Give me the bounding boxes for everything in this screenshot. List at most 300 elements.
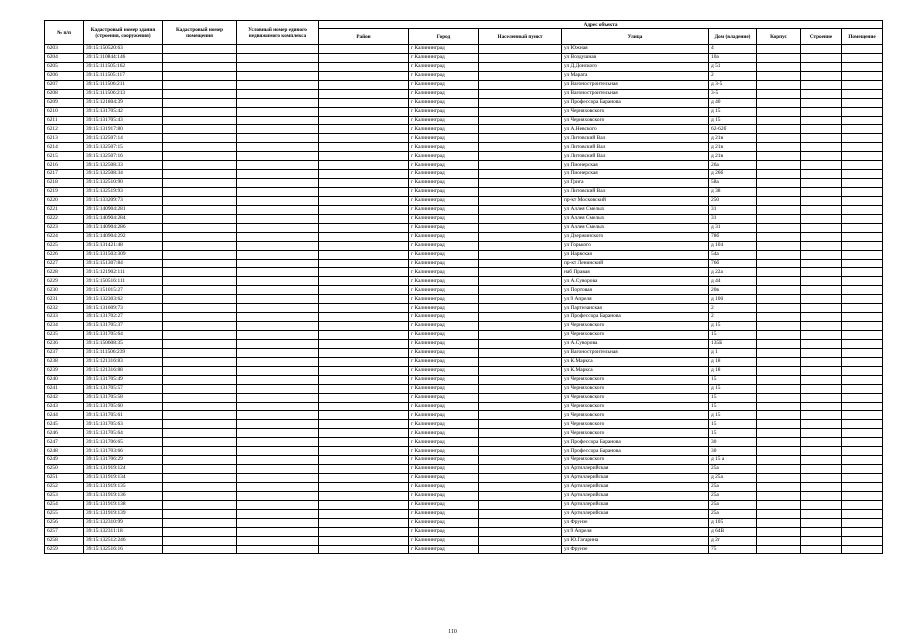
cell-city: г Калининград bbox=[409, 134, 479, 143]
cell-cadastral-room bbox=[163, 62, 237, 71]
cell-district bbox=[319, 465, 409, 474]
cell-korpus bbox=[757, 134, 801, 143]
cell-settlement bbox=[479, 80, 562, 89]
table-row bbox=[45, 71, 883, 80]
cell-cadastral-room bbox=[163, 152, 237, 161]
cell-korpus bbox=[757, 196, 801, 205]
cell-house: 78б bbox=[709, 232, 757, 241]
cell-house: д 15 bbox=[709, 116, 757, 125]
cell-cadastral-room bbox=[163, 313, 237, 322]
cell-district bbox=[319, 536, 409, 545]
cell-city: г Калининград bbox=[409, 465, 479, 474]
cell-city: г Калининград bbox=[409, 304, 479, 313]
cell-cadastral-building: 39:15:131705:63 bbox=[84, 420, 163, 429]
cell-house: 15 bbox=[709, 331, 757, 340]
cell-conditional-number bbox=[237, 241, 319, 250]
cell-district bbox=[319, 429, 409, 438]
cell-cadastral-building: 39:15:132508:33 bbox=[84, 161, 163, 170]
cell-settlement bbox=[479, 53, 562, 62]
table-row bbox=[45, 116, 883, 125]
cell-num: 6259 bbox=[45, 545, 84, 554]
cell-korpus bbox=[757, 116, 801, 125]
cell-city: г Калининград bbox=[409, 348, 479, 357]
cell-num: 6252 bbox=[45, 482, 84, 491]
cell-num: 6246 bbox=[45, 429, 84, 438]
header-korpus: Корпус bbox=[757, 29, 801, 45]
cell-city: г Калининград bbox=[409, 482, 479, 491]
cell-cadastral-room bbox=[163, 465, 237, 474]
cell-cadastral-room bbox=[163, 45, 237, 54]
cell-house: д 15 bbox=[709, 107, 757, 116]
cell-settlement bbox=[479, 366, 562, 375]
cell-city: г Калининград bbox=[409, 152, 479, 161]
table-row bbox=[45, 286, 883, 295]
cell-settlement bbox=[479, 375, 562, 384]
cell-cadastral-building: 39:15:131609:73 bbox=[84, 304, 163, 313]
cell-conditional-number bbox=[237, 71, 319, 80]
cell-num: 6227 bbox=[45, 259, 84, 268]
cell-district bbox=[319, 491, 409, 500]
cell-cadastral-room bbox=[163, 509, 237, 518]
cell-house: д 64В bbox=[709, 527, 757, 536]
cell-cadastral-room bbox=[163, 366, 237, 375]
cell-conditional-number bbox=[237, 348, 319, 357]
cell-cadastral-building: 39:15:111506:213 bbox=[84, 89, 163, 98]
cell-city: г Калининград bbox=[409, 205, 479, 214]
cell-conditional-number bbox=[237, 491, 319, 500]
cell-korpus bbox=[757, 465, 801, 474]
table-row bbox=[45, 500, 883, 509]
cell-room bbox=[842, 339, 883, 348]
cell-street: ул Профессора Баранова bbox=[562, 313, 709, 322]
cell-num: 6256 bbox=[45, 518, 84, 527]
cell-cadastral-building: 39:15:131919:134 bbox=[84, 474, 163, 483]
cell-cadastral-room bbox=[163, 107, 237, 116]
cell-building bbox=[801, 339, 842, 348]
cell-street: ул Южная bbox=[562, 45, 709, 54]
table-row bbox=[45, 161, 883, 170]
cell-city: г Калининград bbox=[409, 456, 479, 465]
cell-building bbox=[801, 509, 842, 518]
cell-cadastral-building: 39:15:131705:43 bbox=[84, 116, 163, 125]
cell-building bbox=[801, 286, 842, 295]
cell-city: г Калининград bbox=[409, 411, 479, 420]
cell-street: ул Черняховского bbox=[562, 116, 709, 125]
table-row bbox=[45, 143, 883, 152]
cell-house: д 26б bbox=[709, 170, 757, 179]
cell-building bbox=[801, 277, 842, 286]
cell-settlement bbox=[479, 214, 562, 223]
cell-building bbox=[801, 420, 842, 429]
cell-cadastral-building: 39:15:132507:15 bbox=[84, 143, 163, 152]
cell-num: 6254 bbox=[45, 500, 84, 509]
cell-street: ул Аллея Смелых bbox=[562, 223, 709, 232]
cell-building bbox=[801, 357, 842, 366]
cell-num: 6234 bbox=[45, 322, 84, 331]
cell-district bbox=[319, 223, 409, 232]
cell-settlement bbox=[479, 518, 562, 527]
cell-house: д 15 bbox=[709, 384, 757, 393]
cell-cadastral-room bbox=[163, 232, 237, 241]
cell-building bbox=[801, 348, 842, 357]
cell-street: ул Вагоностроительная bbox=[562, 80, 709, 89]
cell-num: 6248 bbox=[45, 447, 84, 456]
cell-city: г Калининград bbox=[409, 45, 479, 54]
cell-cadastral-room bbox=[163, 375, 237, 384]
cell-cadastral-room bbox=[163, 518, 237, 527]
cell-building bbox=[801, 241, 842, 250]
table-row bbox=[45, 214, 883, 223]
cell-num: 6220 bbox=[45, 196, 84, 205]
cell-cadastral-building: 39:15:133209:73 bbox=[84, 196, 163, 205]
table-body bbox=[45, 45, 883, 554]
cell-house: д 31 bbox=[709, 223, 757, 232]
cell-room bbox=[842, 545, 883, 554]
cell-district bbox=[319, 161, 409, 170]
cell-district bbox=[319, 45, 409, 54]
cell-room bbox=[842, 277, 883, 286]
cell-district bbox=[319, 196, 409, 205]
cell-num: 6210 bbox=[45, 107, 84, 116]
cell-street: ул Литовский Вал bbox=[562, 143, 709, 152]
cell-house: 20в bbox=[709, 286, 757, 295]
cell-city: г Калининград bbox=[409, 223, 479, 232]
cell-num: 6237 bbox=[45, 348, 84, 357]
cell-building bbox=[801, 143, 842, 152]
cell-conditional-number bbox=[237, 393, 319, 402]
cell-num: 6232 bbox=[45, 304, 84, 313]
cell-cadastral-room bbox=[163, 268, 237, 277]
cell-num: 6219 bbox=[45, 188, 84, 197]
cell-settlement bbox=[479, 357, 562, 366]
cell-cadastral-building: 39:15:150516:111 bbox=[84, 277, 163, 286]
cell-settlement bbox=[479, 232, 562, 241]
cell-cadastral-room bbox=[163, 134, 237, 143]
table-row bbox=[45, 268, 883, 277]
cell-num: 6229 bbox=[45, 277, 84, 286]
table-row bbox=[45, 393, 883, 402]
cell-city: г Калининград bbox=[409, 125, 479, 134]
cell-building bbox=[801, 80, 842, 89]
cell-city: г Калининград bbox=[409, 491, 479, 500]
cell-building bbox=[801, 545, 842, 554]
cell-city: г Калининград bbox=[409, 339, 479, 348]
cell-korpus bbox=[757, 80, 801, 89]
cell-room bbox=[842, 518, 883, 527]
cell-settlement bbox=[479, 170, 562, 179]
cell-cadastral-building: 39:15:121316:88 bbox=[84, 366, 163, 375]
cell-street: ул Артиллерийская bbox=[562, 509, 709, 518]
cell-street: ул Черняховского bbox=[562, 411, 709, 420]
cell-room bbox=[842, 393, 883, 402]
cell-cadastral-room bbox=[163, 339, 237, 348]
cell-cadastral-building: 39:15:131919:135 bbox=[84, 482, 163, 491]
cell-house: д 15 bbox=[709, 411, 757, 420]
cell-cadastral-building: 39:15:132310:99 bbox=[84, 518, 163, 527]
cell-district bbox=[319, 71, 409, 80]
cell-settlement bbox=[479, 429, 562, 438]
cell-cadastral-building: 39:15:150608:35 bbox=[84, 339, 163, 348]
cell-num: 6231 bbox=[45, 295, 84, 304]
cell-cadastral-building: 39:15:132519:93 bbox=[84, 188, 163, 197]
cell-building bbox=[801, 402, 842, 411]
cell-district bbox=[319, 313, 409, 322]
cell-settlement bbox=[479, 268, 562, 277]
cell-building bbox=[801, 250, 842, 259]
table-row bbox=[45, 277, 883, 286]
cell-korpus bbox=[757, 393, 801, 402]
cell-city: г Калининград bbox=[409, 375, 479, 384]
cell-num: 6213 bbox=[45, 134, 84, 143]
cell-city: г Калининград bbox=[409, 107, 479, 116]
cell-conditional-number bbox=[237, 232, 319, 241]
cell-cadastral-room bbox=[163, 456, 237, 465]
cell-conditional-number bbox=[237, 170, 319, 179]
cell-building bbox=[801, 384, 842, 393]
table-row bbox=[45, 188, 883, 197]
cell-cadastral-building: 39:15:131702:27 bbox=[84, 313, 163, 322]
cell-room bbox=[842, 161, 883, 170]
cell-building bbox=[801, 223, 842, 232]
cell-building bbox=[801, 214, 842, 223]
cell-district bbox=[319, 286, 409, 295]
table-row bbox=[45, 80, 883, 89]
cell-house: д 3-5 bbox=[709, 80, 757, 89]
cell-building bbox=[801, 411, 842, 420]
cell-building bbox=[801, 322, 842, 331]
cell-district bbox=[319, 143, 409, 152]
cell-building bbox=[801, 366, 842, 375]
cell-district bbox=[319, 205, 409, 214]
header-num: № п/п bbox=[45, 21, 84, 45]
cell-num: 6238 bbox=[45, 357, 84, 366]
cell-street: пр-кт Ленинский bbox=[562, 259, 709, 268]
cell-street: ул Черняховского bbox=[562, 393, 709, 402]
cell-conditional-number bbox=[237, 295, 319, 304]
cell-settlement bbox=[479, 447, 562, 456]
cell-cadastral-room bbox=[163, 250, 237, 259]
cell-korpus bbox=[757, 348, 801, 357]
cell-settlement bbox=[479, 196, 562, 205]
table-row bbox=[45, 170, 883, 179]
cell-num: 6251 bbox=[45, 474, 84, 483]
cell-street: ул Фрунзе bbox=[562, 545, 709, 554]
cell-settlement bbox=[479, 152, 562, 161]
cell-num: 6214 bbox=[45, 143, 84, 152]
table-row bbox=[45, 313, 883, 322]
cell-settlement bbox=[479, 286, 562, 295]
cell-cadastral-room bbox=[163, 420, 237, 429]
cell-cadastral-building: 39:15:110844:146 bbox=[84, 53, 163, 62]
cell-cadastral-room bbox=[163, 474, 237, 483]
cell-num: 6239 bbox=[45, 366, 84, 375]
cell-district bbox=[319, 53, 409, 62]
cell-cadastral-room bbox=[163, 241, 237, 250]
cell-city: г Калининград bbox=[409, 545, 479, 554]
cell-house: 30 bbox=[709, 438, 757, 447]
cell-city: г Калининград bbox=[409, 518, 479, 527]
cell-district bbox=[319, 411, 409, 420]
cell-cadastral-room bbox=[163, 80, 237, 89]
cell-korpus bbox=[757, 402, 801, 411]
table-row bbox=[45, 98, 883, 107]
cell-num: 6217 bbox=[45, 170, 84, 179]
cell-cadastral-building: 39:15:131421:48 bbox=[84, 241, 163, 250]
cell-room bbox=[842, 375, 883, 384]
cell-korpus bbox=[757, 474, 801, 483]
table-row bbox=[45, 420, 883, 429]
cell-settlement bbox=[479, 491, 562, 500]
cell-building bbox=[801, 98, 842, 107]
cell-room bbox=[842, 474, 883, 483]
cell-district bbox=[319, 357, 409, 366]
cell-street: ул К.Маркса bbox=[562, 357, 709, 366]
cell-cadastral-room bbox=[163, 143, 237, 152]
cell-cadastral-room bbox=[163, 304, 237, 313]
cell-cadastral-room bbox=[163, 214, 237, 223]
cell-district bbox=[319, 384, 409, 393]
header-room: Помещение bbox=[842, 29, 883, 45]
cell-city: г Калининград bbox=[409, 393, 479, 402]
cell-city: г Калининград bbox=[409, 232, 479, 241]
cell-city: г Калининград bbox=[409, 62, 479, 71]
cell-district bbox=[319, 545, 409, 554]
table-row bbox=[45, 474, 883, 483]
cell-room bbox=[842, 196, 883, 205]
cell-room bbox=[842, 420, 883, 429]
cell-street: ул Портовая bbox=[562, 286, 709, 295]
cell-room bbox=[842, 250, 883, 259]
cell-settlement bbox=[479, 411, 562, 420]
cell-room bbox=[842, 509, 883, 518]
cell-num: 6255 bbox=[45, 509, 84, 518]
cell-conditional-number bbox=[237, 313, 319, 322]
cell-building bbox=[801, 518, 842, 527]
cell-korpus bbox=[757, 205, 801, 214]
cell-cadastral-room bbox=[163, 170, 237, 179]
cell-cadastral-room bbox=[163, 402, 237, 411]
cell-city: г Калининград bbox=[409, 259, 479, 268]
cell-conditional-number bbox=[237, 339, 319, 348]
cell-house: 76б bbox=[709, 259, 757, 268]
cell-cadastral-building: 39:15:151015:27 bbox=[84, 286, 163, 295]
cell-num: 6222 bbox=[45, 214, 84, 223]
cell-conditional-number bbox=[237, 188, 319, 197]
table-row bbox=[45, 536, 883, 545]
cell-room bbox=[842, 429, 883, 438]
cell-city: г Калининград bbox=[409, 250, 479, 259]
cell-house: 2 bbox=[709, 71, 757, 80]
cell-conditional-number bbox=[237, 429, 319, 438]
header-house: Дом (владение) bbox=[709, 29, 757, 45]
cell-settlement bbox=[479, 188, 562, 197]
cell-cadastral-building: 39:15:131706:65 bbox=[84, 438, 163, 447]
cell-room bbox=[842, 134, 883, 143]
cell-district bbox=[319, 188, 409, 197]
cell-district bbox=[319, 456, 409, 465]
cell-building bbox=[801, 179, 842, 188]
cell-street: ул Профессора Баранова bbox=[562, 438, 709, 447]
cell-korpus bbox=[757, 295, 801, 304]
cell-settlement bbox=[479, 62, 562, 71]
cell-conditional-number bbox=[237, 250, 319, 259]
cell-room bbox=[842, 116, 883, 125]
cell-district bbox=[319, 402, 409, 411]
table-row bbox=[45, 223, 883, 232]
cell-korpus bbox=[757, 188, 801, 197]
cell-conditional-number bbox=[237, 474, 319, 483]
cell-house: 10а bbox=[709, 53, 757, 62]
cell-cadastral-room bbox=[163, 277, 237, 286]
cell-district bbox=[319, 420, 409, 429]
cell-district bbox=[319, 474, 409, 483]
cell-city: г Калининград bbox=[409, 53, 479, 62]
cell-cadastral-room bbox=[163, 295, 237, 304]
header-conditional-number: Условный номер единого недвижимого комплекса bbox=[237, 21, 319, 45]
cell-building bbox=[801, 295, 842, 304]
cell-district bbox=[319, 295, 409, 304]
cell-house: д 104 bbox=[709, 241, 757, 250]
cell-district bbox=[319, 107, 409, 116]
cell-settlement bbox=[479, 420, 562, 429]
cell-conditional-number bbox=[237, 62, 319, 71]
cell-house: 3-5 bbox=[709, 89, 757, 98]
cell-cadastral-room bbox=[163, 348, 237, 357]
cell-street: ул Профессора Баранова bbox=[562, 98, 709, 107]
cell-district bbox=[319, 348, 409, 357]
cell-city: г Калининград bbox=[409, 331, 479, 340]
cell-num: 6218 bbox=[45, 179, 84, 188]
header-street: Улица bbox=[562, 29, 709, 45]
cell-korpus bbox=[757, 518, 801, 527]
table-row bbox=[45, 366, 883, 375]
cell-room bbox=[842, 143, 883, 152]
cell-korpus bbox=[757, 232, 801, 241]
cell-conditional-number bbox=[237, 456, 319, 465]
table-row bbox=[45, 125, 883, 134]
cell-house: д 100 bbox=[709, 295, 757, 304]
cell-city: г Калининград bbox=[409, 322, 479, 331]
cell-street: ул Литовский Вал bbox=[562, 134, 709, 143]
cell-district bbox=[319, 438, 409, 447]
cell-settlement bbox=[479, 259, 562, 268]
cell-building bbox=[801, 107, 842, 116]
cell-city: г Калининград bbox=[409, 447, 479, 456]
cell-street: ул Артиллерийская bbox=[562, 491, 709, 500]
cell-settlement bbox=[479, 71, 562, 80]
cell-house: 4 bbox=[709, 45, 757, 54]
cell-korpus bbox=[757, 411, 801, 420]
cell-cadastral-building: 39:15:131705:61 bbox=[84, 411, 163, 420]
cell-korpus bbox=[757, 107, 801, 116]
cell-settlement bbox=[479, 89, 562, 98]
cell-cadastral-room bbox=[163, 98, 237, 107]
page-number: 110 bbox=[448, 629, 457, 635]
cell-house: 25а bbox=[709, 482, 757, 491]
cell-conditional-number bbox=[237, 214, 319, 223]
cell-house: д 105 bbox=[709, 518, 757, 527]
cell-korpus bbox=[757, 152, 801, 161]
cell-building bbox=[801, 259, 842, 268]
cell-settlement bbox=[479, 277, 562, 286]
cell-cadastral-building: 39:15:132311:18 bbox=[84, 527, 163, 536]
cell-korpus bbox=[757, 429, 801, 438]
cell-district bbox=[319, 241, 409, 250]
cell-city: г Калининград bbox=[409, 196, 479, 205]
cell-cadastral-building: 39:15:131703:66 bbox=[84, 447, 163, 456]
table-row bbox=[45, 53, 883, 62]
cell-house: д 1 bbox=[709, 348, 757, 357]
